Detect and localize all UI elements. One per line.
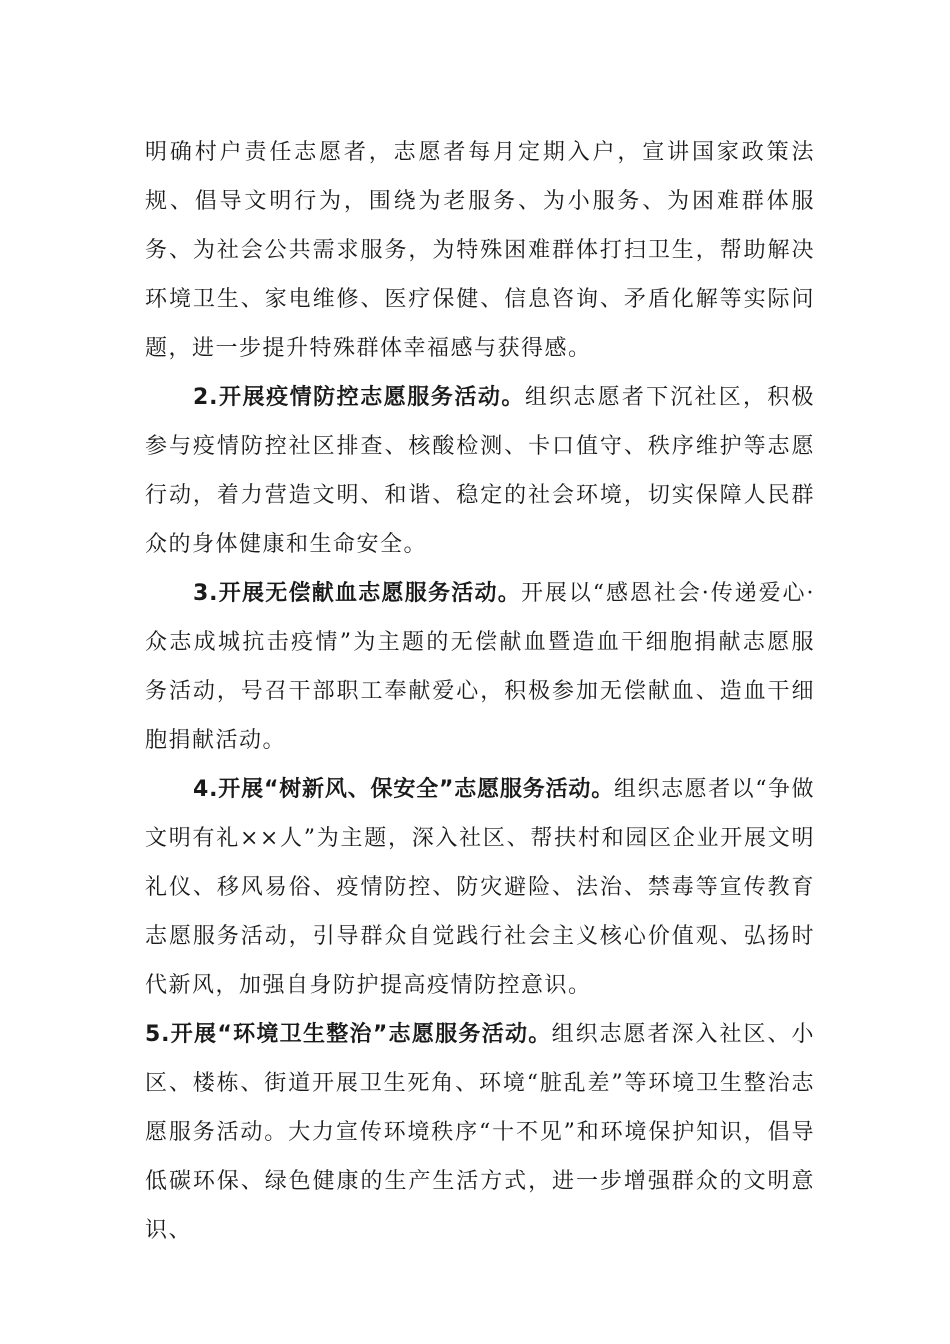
document-page (145, 128, 815, 1255)
paragraph-body: 组织志愿者以“争做文明有礼××人”为主题，深入社区、帮扶村和园区企业开展文明礼仪、移风易俗、疫情防控、防灾避险、法治、禁毒等宣传教育志愿服务活动，引导群众自觉践行社会主义核心价值观、弘扬时代新风，加强自身防护提高疫情防控意识。 (145, 777, 815, 998)
paragraph-new-customs-safety (145, 765, 815, 1010)
paragraph-body: 组织志愿者下沉社区，积极参与疫情防控社区排查、核酸检测、卡口值守、秩序维护等志愿行动，着力营造文明、和谐、稳定的社会环境，切实保障人民群众的身体健康和生命安全。 (145, 385, 815, 557)
paragraph-body: 开展以“感恩社会·传递爱心·众志成城抗击疫情”为主题的无偿献血暨造血干细胞捐献志愿服务活动，号召干部职工奉献爱心，积极参加无偿献血、造血干细胞捐献活动。 (145, 581, 815, 753)
paragraph-epidemic-prevention (145, 373, 815, 569)
paragraph-environment-sanitation (145, 1010, 815, 1255)
paragraph-body: 明确村户责任志愿者，志愿者每月定期入户，宣讲国家政策法规、倡导文明行为，围绕为老服务、为小服务、为困难群体服务、为社会公共需求服务，为特殊困难群体打扫卫生，帮助解决环境卫生、家电维修、医疗保健、信息咨询、矛盾化解等实际问题，进一步提升特殊群体幸福感与获得感。 (145, 140, 815, 361)
section-heading: 2.开展疫情防控志愿服务活动。 (193, 385, 525, 410)
paragraph-volunteer-households (145, 128, 815, 373)
section-heading: 4.开展“树新风、保安全”志愿服务活动。 (193, 777, 615, 802)
section-heading: 5.开展“环境卫生整治”志愿服务活动。 (145, 1022, 552, 1047)
section-heading: 3.开展无偿献血志愿服务活动。 (193, 581, 521, 606)
paragraph-blood-donation (145, 569, 815, 765)
paragraph-body: 组织志愿者深入社区、小区、楼栋、街道开展卫生死角、环境“脏乱差”等环境卫生整治志愿服务活动。大力宣传环境秩序“十不见”和环境保护知识，倡导低碳环保、绿色健康的生产生活方式，进一步增强群众的文明意识、 (145, 1022, 815, 1243)
